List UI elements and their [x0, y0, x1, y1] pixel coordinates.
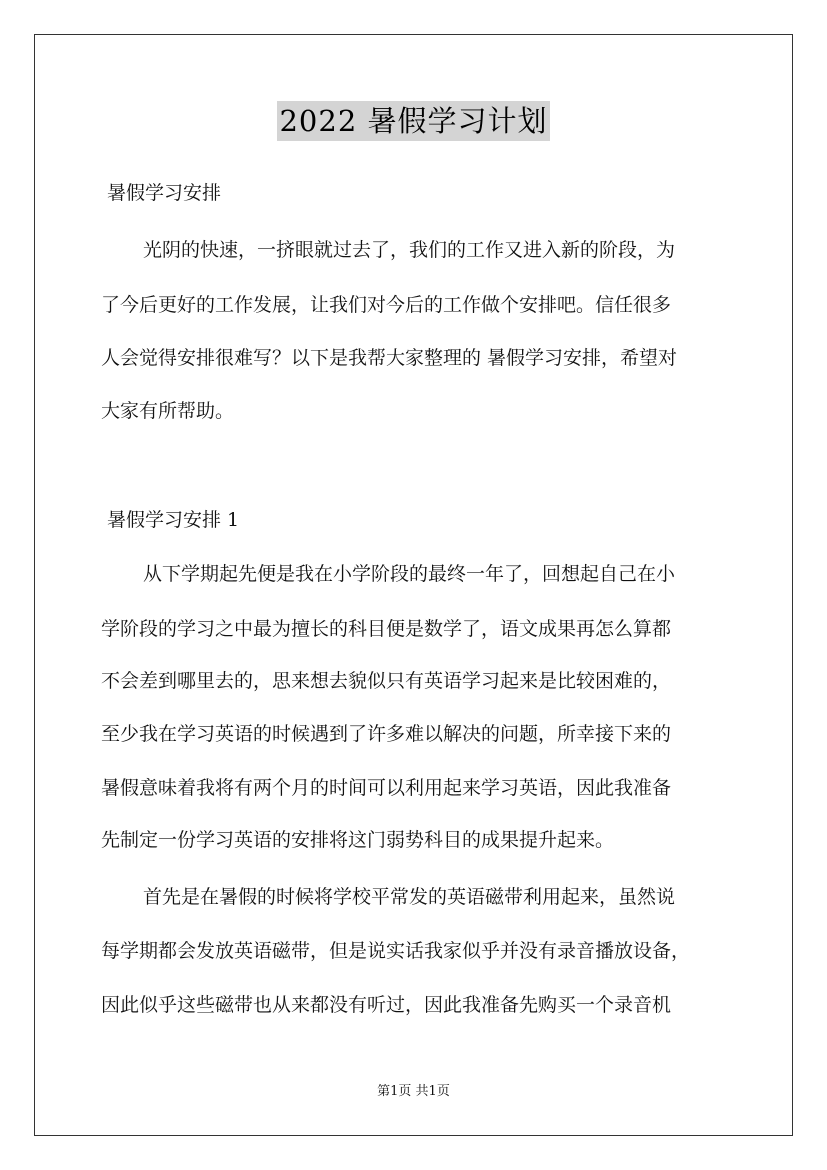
paragraph-line: 光阴的快速，一挤眼就过去了，我们的工作又进入新的阶段，为 — [143, 239, 676, 261]
paragraph-line: 因此似乎这些磁带也从来都没有听过，因此我准备先购买一个录音机 — [101, 994, 672, 1016]
paragraph-line: 暑假意味着我将有两个月的时间可以利用起来学习英语，因此我准备 — [101, 777, 672, 799]
page-footer: 第1页 共1页 — [377, 1084, 450, 1099]
paragraph-line: 先制定一份学习英语的安排将这门弱势科目的成果提升起来。 — [101, 829, 615, 851]
paragraph-line: 每学期都会发放英语磁带，但是说实话我家似乎并没有录音播放设备， — [101, 940, 691, 962]
paragraph-line: 不会差到哪里去的，思来想去貌似只有英语学习起来是比较困难的， — [101, 670, 672, 692]
paragraph-line: 人会觉得安排很难写？以下是我帮大家整理的 暑假学习安排，希望对 — [101, 347, 678, 369]
document-title: 2022 暑假学习计划 — [277, 101, 549, 141]
paragraph-line: 了今后更好的工作发展，让我们对今后的工作做个安排吧。信任很多 — [101, 294, 672, 316]
paragraph-line: 学阶段的学习之中最为擅长的科目便是数学了，语文成果再怎么算都 — [101, 618, 672, 640]
title-container — [0, 101, 827, 141]
section-heading: 暑假学习安排 1 — [107, 509, 240, 531]
paragraph-line: 从下学期起先便是我在小学阶段的最终一年了，回想起自己在小 — [143, 563, 676, 585]
paragraph-line: 大家有所帮助。 — [101, 400, 235, 422]
paragraph-line: 至少我在学习英语的时候遇到了许多难以解决的问题，所幸接下来的 — [101, 723, 672, 745]
paragraph-line: 首先是在暑假的时候将学校平常发的英语磁带利用起来，虽然说 — [143, 886, 676, 908]
section-heading: 暑假学习安排 — [107, 182, 222, 204]
